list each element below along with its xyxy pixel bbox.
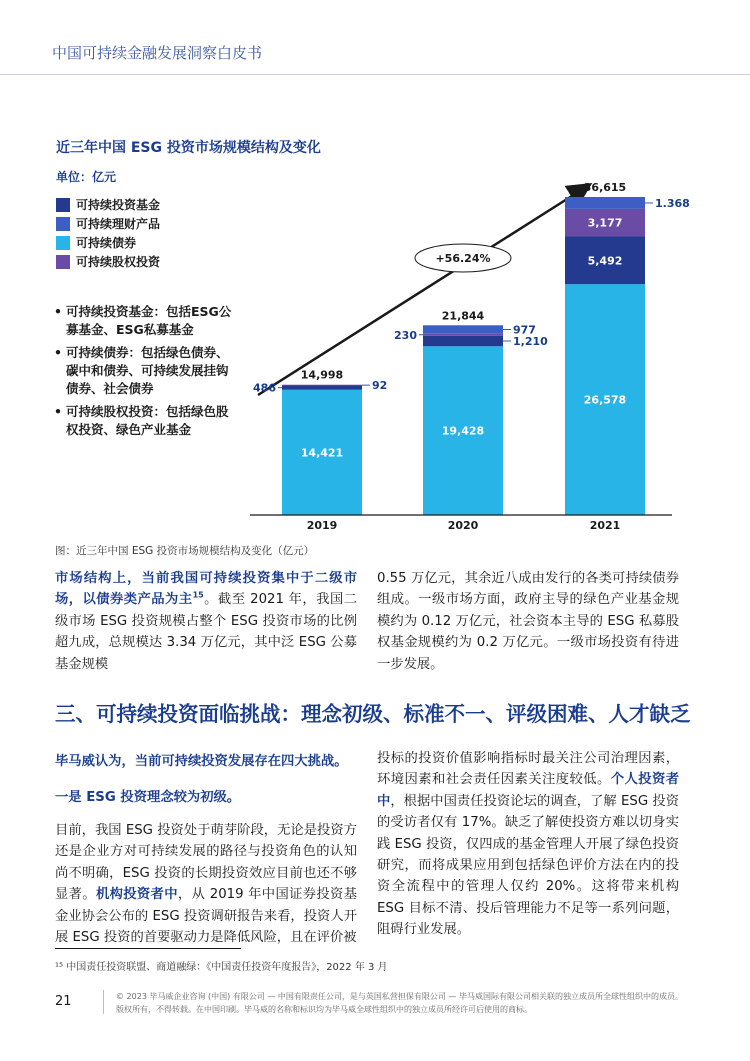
chart-title: 近三年中国 ESG 投资市场规模结构及变化 (56, 140, 321, 156)
chart-note-text: 可持续债券：包括绿色债券、碳中和债券、可持续发展挂钩债券、社会债券 (66, 345, 229, 396)
chart-note-text: 可持续股权投资：包括绿色股权投资、绿色产业基金 (66, 404, 229, 437)
paragraph-challenge-right (377, 748, 679, 941)
paragraph-market-structure-left (55, 568, 357, 675)
legend-label: 可持续理财产品 (76, 217, 161, 231)
bar-total-label: 14,998 (300, 368, 344, 382)
x-tick-label: 2019 (306, 519, 338, 532)
bar-segment (423, 334, 503, 336)
bullet-icon: • (54, 304, 62, 319)
body-text: ，从 2019 年中国证券投资基金业协会公布的 ESG 投资调研报告来看，投资人开展 ESG 投资的首要驱动力是降低风险，且在评价被 (55, 887, 358, 946)
body-text: 投标的投资价值影响指标时最关注公司治理因素，环境因素和社会责任因素关注度较低。 (377, 751, 679, 788)
body-text: 。截至 2021 年，我国二级市场 ESG 投资规模占整个 ESG 投资市场的比例超九成，总规模达 3.34 万亿元，其中泛 ESG 公募基金规模 (55, 592, 357, 672)
page-number: 21 (55, 994, 72, 1009)
paragraph-challenge-left (55, 820, 357, 948)
bullet-icon: • (54, 345, 62, 360)
document-header-title: 中国可持续金融发展洞察白皮书 (52, 44, 263, 62)
bar-total-label: 21,844 (441, 309, 485, 323)
data-label: 92 (372, 379, 388, 393)
challenge-one-title: 一是 ESG 投资理念较为初级。 (55, 790, 241, 805)
bar-segment (565, 197, 645, 209)
footnote: ¹⁵ 中国责任投资联盟、商道融绿：《中国责任投资年度报告》，2022 年 3 月 (55, 962, 388, 973)
body-text: ，根据中国责任投资论坛的调查，了解 ESG 投资的受访者仅有 17%。缺乏了解使投资方难以切身实践 ESG 投资，仅四成的基金管理人开展了绿色投资研究，而将成果应用到包括绿色评价方法在内的投资全流程中的管理人仅约 20%。这将带来机构 ESG 目标不清、投后管理能力不足等一系列问题，阻碍行业发展。 (377, 793, 679, 938)
bullet-icon: • (54, 404, 62, 419)
bar-segment (423, 336, 503, 347)
data-label: 977 (513, 323, 536, 337)
footnote-ref: 15 (192, 590, 204, 600)
highlight-text: 个人投资者中 (377, 772, 680, 809)
data-label: 486 (253, 381, 276, 395)
section-heading: 三、可持续投资面临挑战：理念初级、标准不一、评级困难、人才缺乏 (55, 702, 691, 726)
paragraph-market-structure-right: 0.55 万亿元，其余近八成由发行的各类可持续债券组成。一级市场方面，政府主导的绿色产业基金规模约为 0.12 万亿元，社会资本主导的 ESG 私募股权基金规模约为 0.2 万亿元。一级市场投资有待进一步发展。 (377, 571, 679, 672)
figure-caption: 图：近三年中国 ESG 投资市场规模结构及变化（亿元） (55, 545, 315, 557)
copyright-notice (116, 990, 716, 1016)
footer-divider (103, 990, 104, 1014)
chart-note-text: 可持续投资基金：包括ESG公募基金、ESG私募基金 (66, 304, 232, 337)
data-label: 5,492 (587, 254, 623, 268)
growth-label: +56.24% (435, 252, 491, 265)
data-label: 26,578 (583, 393, 627, 407)
body-text: 目前，我国 ESG 投资处于萌芽阶段，无论是投资方还是企业方对可持续发展的路径与投资角色的认知尚不明确，ESG 投资的长期投资效应目前也还不够显著。 (55, 823, 357, 903)
copyright-line: © 2023 毕马威企业咨询 (中国) 有限公司 — 中国有限责任公司，是与英国私营担保有限公司 — 毕马威国际有限公司相关联的独立成员所全球性组织中的成员。 (116, 992, 683, 1001)
x-tick-label: 2020 (447, 519, 479, 532)
data-label: 1,210 (513, 335, 548, 349)
highlight-text: 市场结构上，当前我国可持续投资集中于二级市场，以债券类产品为主 (55, 571, 357, 608)
data-label: 14,421 (300, 446, 344, 460)
chart-unit: 单位：亿元 (56, 170, 117, 184)
legend-label: 可持续投资基金 (76, 198, 161, 212)
x-tick-label: 2021 (589, 519, 621, 532)
data-label: 1.368 (655, 196, 690, 210)
bar-total-label: 36,615 (583, 181, 627, 194)
data-label: 230 (394, 328, 417, 342)
bar-segment (282, 386, 362, 390)
highlight-text: 机构投资者中 (95, 887, 178, 903)
data-label: 3,177 (587, 216, 623, 230)
bar-segment (423, 325, 503, 333)
growth-arrow (258, 187, 586, 395)
footnote-divider (55, 948, 241, 949)
bar-segment (282, 385, 362, 386)
legend-label: 可持续债券 (76, 236, 137, 250)
data-label: 19,428 (441, 424, 485, 438)
challenges-lead: 毕马威认为，当前可持续投资发展存在四大挑战。 (55, 754, 348, 769)
copyright-line: 版权所有，不得转载。在中国印刷。毕马威的名称和标识均为毕马威全球性组织中的独立成员所经许可后使用的商标。 (116, 1005, 532, 1014)
legend-label: 可持续股权投资 (76, 255, 161, 269)
